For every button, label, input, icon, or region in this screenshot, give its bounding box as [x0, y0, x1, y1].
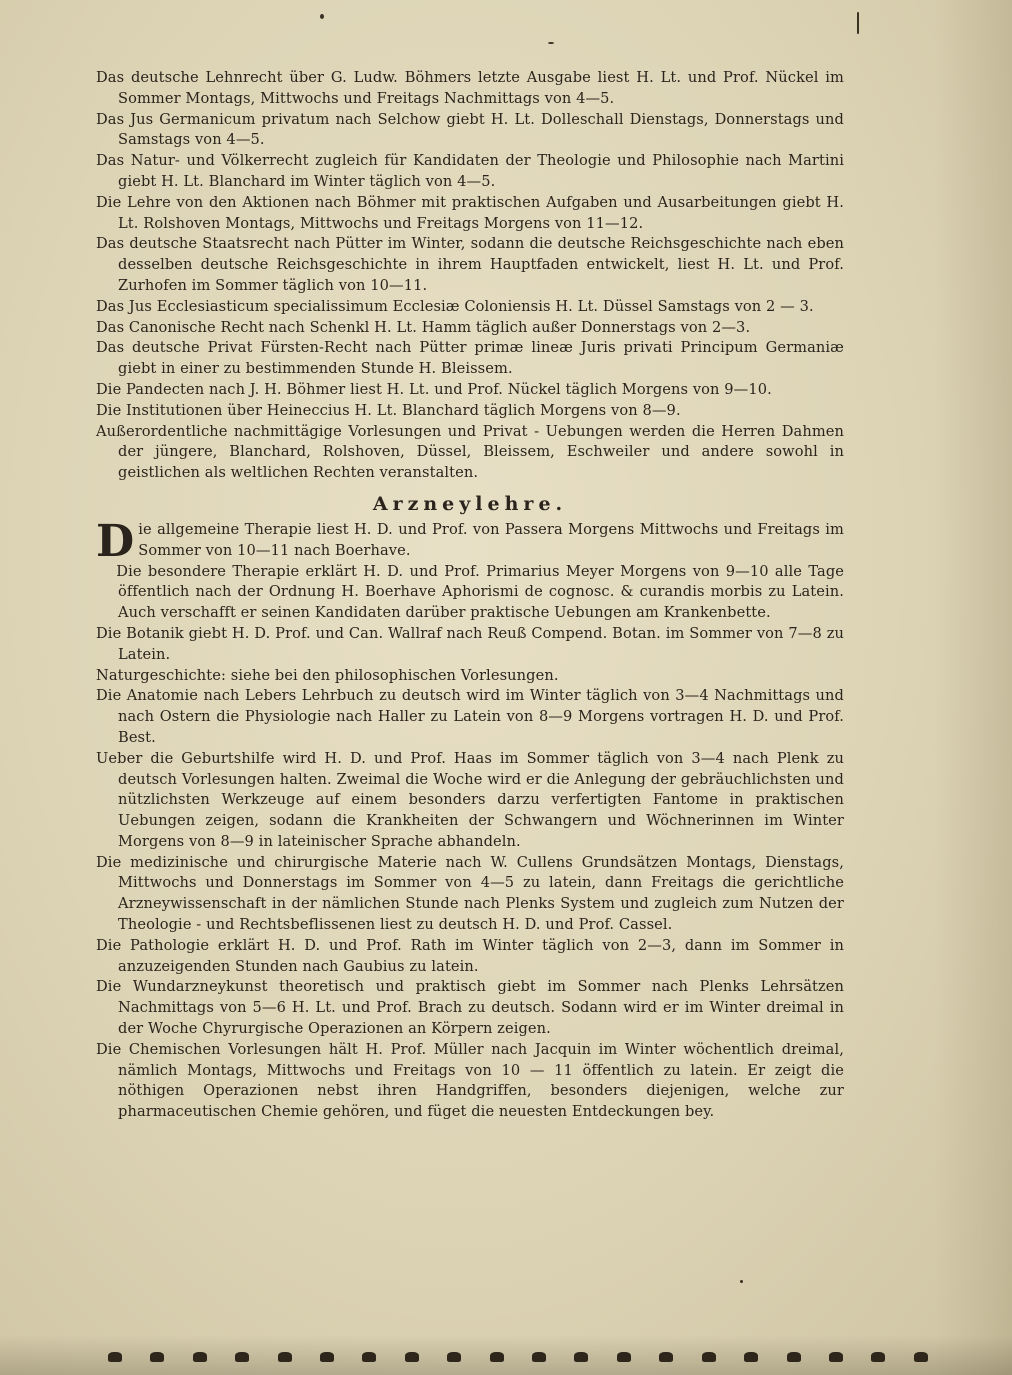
ornament-mark — [320, 1352, 334, 1362]
ornament-mark — [447, 1352, 461, 1362]
lecture-entry: Ueber die Geburtshilfe wird H. D. und Prof. Haas im Sommer täglich von 3—4 nach Plenk zu deutsch Vorlesungen halten. Zweimal die Woche wird er die Anlegung der gebräuchlichsten und nützlichsten Werkzeuge auf einem besonders darzu verfertigten Fantome in praktischen Uebungen zeigen, sodann die Krankheiten der Schwangern und Wöchnerinnen im Winter Morgens von 8—9 in lateinischer Sprache abhandeln. — [96, 749, 844, 850]
ornament-mark — [787, 1352, 801, 1362]
ornament-mark — [659, 1352, 673, 1362]
ink-speck — [548, 42, 554, 44]
ornament-mark — [405, 1352, 419, 1362]
ornament-mark — [490, 1352, 504, 1362]
medicine-lectures-section — [96, 515, 844, 1123]
lecture-entry-text: ie allgemeine Therapie liest H. D. und Prof. von Passera Morgens Mittwochs und Freitags im Sommer von 10—11 nach Boerhave. — [138, 520, 844, 559]
law-lectures-section — [96, 68, 844, 484]
lecture-entry: Das Natur- und Völkerrecht zugleich für Kandidaten der Theologie und Philosophie nach Martini giebt H. Lt. Blanchard im Winter täglich von 4—5. — [96, 152, 844, 190]
lecture-entry: Das deutsche Privat Fürsten-Recht nach Pütter primæ lineæ Juris privati Principum Germaniæ giebt in einer zu bestimmenden Stunde H. Bleissem. — [96, 339, 844, 378]
ornament-mark — [617, 1352, 631, 1362]
lecture-entry: Das Jus Ecclesiasticum specialissimum Ecclesiæ Coloniensis H. Lt. Düssel Samstags von 2 — 3. — [96, 297, 814, 315]
lecture-entry: Die Pandecten nach J. H. Böhmer liest H. Lt. und Prof. Nückel täglich Morgens von 9—10. — [96, 380, 772, 398]
ornament-mark — [362, 1352, 376, 1362]
ornament-mark — [574, 1352, 588, 1362]
ornament-mark — [744, 1352, 758, 1362]
lecture-entry: Das Canonische Recht nach Schenkl H. Lt. Hamm täglich außer Donnerstags von 2—3. — [96, 318, 751, 336]
lecture-listing — [96, 68, 844, 1123]
lecture-entry: Naturgeschichte: siehe bei den philosophischen Vorlesungen. — [96, 666, 559, 684]
ornament-mark — [914, 1352, 928, 1362]
ornament-mark — [871, 1352, 885, 1362]
page-crease-mark — [857, 12, 859, 34]
lecture-entry: Außerordentliche nachmittägige Vorlesungen und Privat - Uebungen werden die Herren Dahmen der jüngere, Blanchard, Rolshoven, Düssel, Bleissem, Eschweiler und andere sowohl in geistlichen als weltlichen Rechten veranstalten. — [96, 422, 844, 482]
lecture-entry: Das deutsche Lehnrecht über G. Ludw. Böhmers letzte Ausgabe liest H. Lt. und Prof. Nückel im Sommer Montags, Mittwochs und Freitags Nachmittags von 4—5. — [96, 69, 844, 107]
lecture-entry: Die Institutionen über Heineccius H. Lt. Blanchard täglich Morgens von 8—9. — [96, 401, 681, 419]
ornament-mark — [532, 1352, 546, 1362]
ornament-mark — [150, 1352, 164, 1362]
ornament-mark — [235, 1352, 249, 1362]
page-edge-shadow — [934, 0, 1012, 1375]
lecture-entry: Die Chemischen Vorlesungen hält H. Prof. Müller nach Jacquin im Winter wöchentlich dreimal, nämlich Montags, Mittwochs und Freitags von 10 — 11 öffentlich zu latein. Er zeigt die nöthigen Operazionen nebst ihren Handgriffen, besonders diejenigen, welche zur pharmaceutischen Chemie gehören, und füget die neuesten Entdeckungen bey. — [96, 1040, 844, 1121]
lecture-entry: Die Pathologie erklärt H. D. und Prof. Rath im Winter täglich von 2—3, dann im Sommer in anzuzeigenden Stunden nach Gaubius zu latein. — [96, 936, 844, 975]
drop-cap: D — [96, 515, 135, 567]
lecture-entry: Die Anatomie nach Lebers Lehrbuch zu deutsch wird im Winter täglich von 3—4 Nachmittags und nach Ostern die Physiologie nach Haller zu Latein von 8—9 Morgens vortragen H. D. und Prof. Best. — [96, 687, 844, 746]
torn-edge-ornament — [108, 1352, 928, 1366]
ornament-mark — [108, 1352, 122, 1362]
ornament-mark — [702, 1352, 716, 1362]
lecture-entry — [96, 515, 844, 567]
lecture-entry: Die medizinische und chirurgische Materie nach W. Cullens Grundsätzen Montags, Dienstags, Mittwochs und Donnerstags im Sommer von 4—5 zu latein, dann Freitags die gerichtliche Arzneywissenschaft in der nämlichen Stunde nach Plenks System und zugleich zum Nutzen der Theologie - und Rechtsbeflissenen liest zu deutsch H. D. und Prof. Cassel. — [96, 853, 844, 934]
ornament-mark — [278, 1352, 292, 1362]
lecture-entry: Die Botanik giebt H. D. Prof. und Can. Wallraf nach Reuß Compend. Botan. im Sommer von 7—8 zu Latein. — [96, 624, 844, 663]
section-heading-medicine: Arzneylehre. — [372, 492, 568, 515]
lecture-entry: Die Wundarzneykunst theoretisch und praktisch giebt im Sommer nach Plenks Lehrsätzen Nachmittags von 5—6 H. Lt. und Prof. Brach zu deutsch. Sodann wird er im Winter dreimal in der Woche Chyrurgische Operazionen an Körpern zeigen. — [96, 978, 844, 1038]
ornament-mark — [829, 1352, 843, 1362]
ink-speck — [740, 1280, 743, 1283]
lecture-entry: Das deutsche Staatsrecht nach Pütter im Winter, sodann die deutsche Reichsgeschichte nach eben desselben deutsche Reichsgeschichte in ihrem Hauptfaden entwickelt, liest H. Lt. und Prof. Zurhofen im Sommer täglich von 10—11. — [96, 235, 844, 294]
ink-speck — [320, 14, 324, 19]
lecture-entry: Die besondere Therapie erklärt H. D. und Prof. Primarius Meyer Morgens von 9—10 alle Tage öffentlich nach der Ordnung H. Boerhave Aphorismi de cognosc. & curandis morbis zu Latein. Auch verschafft er seinen Kandidaten darüber praktische Uebungen am Krankenbette. — [116, 562, 844, 622]
lecture-entry: Die Lehre von den Aktionen nach Böhmer mit praktischen Aufgaben und Ausarbeitungen giebt H. Lt. Rolshoven Montags, Mittwochs und Freitags Morgens von 11—12. — [96, 193, 844, 232]
lecture-entry: Das Jus Germanicum privatum nach Selchow giebt H. Lt. Dolleschall Dienstags, Donnerstags und Samstags von 4—5. — [96, 110, 844, 149]
ornament-mark — [193, 1352, 207, 1362]
